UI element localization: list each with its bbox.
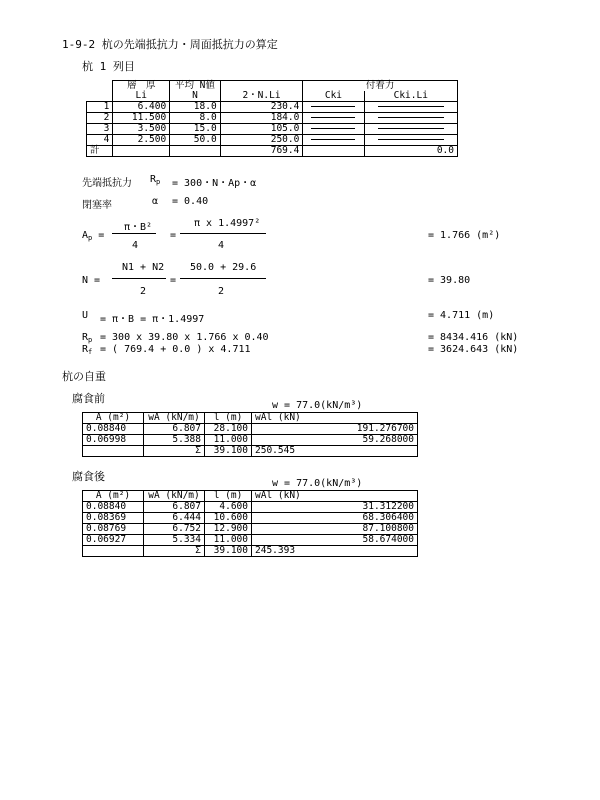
before-label: 腐食前: [72, 392, 105, 405]
u-symbol: U: [82, 310, 89, 321]
sum-row: Σ 39.100 245.393: [83, 546, 418, 557]
alpha-symbol: α: [152, 196, 159, 207]
table-row: 4 2.500 50.0 250.0: [87, 135, 458, 146]
frac-line: [112, 233, 156, 234]
ap-den1: 4: [132, 240, 139, 251]
ap-result: = 1.766 (m²): [428, 230, 501, 241]
rp-eq: = 300 x 39.80 x 1.766 x 0.40: [100, 332, 269, 343]
sub-n: N: [170, 91, 220, 102]
frac-line: [180, 278, 266, 279]
rp-symbol: $R_p$: [150, 174, 161, 186]
col-n: 平均 N値: [170, 81, 220, 92]
rf-line-symbol: $R_f$: [82, 344, 93, 356]
u-result: = 4.711 (m): [428, 310, 495, 321]
sub-heading: 杭 1 列目: [82, 60, 135, 73]
after-table: A (m²) wA (kN/m) l (m) wAl (kN) 0.08840 6.807 4.600 31.312200 0.08369 6.444 10.600 68.306400 0.08769 6.752 12.900 87.100800 0.06927 5.334 11.000 58.674000 Σ 39.100 245.393: [82, 490, 418, 557]
closure-eq: = 0.40: [172, 196, 209, 207]
rf-result: = 3624.643 (kN): [428, 344, 519, 355]
sum-row: Σ 39.100 250.545: [83, 446, 418, 457]
ap-den2: 4: [218, 240, 225, 251]
n-den2: 2: [218, 286, 225, 297]
n-den1: 2: [140, 286, 147, 297]
sub-li: Li: [113, 91, 170, 102]
before-table: A (m²) wA (kN/m) l (m) wAl (kN) 0.08840 6.807 28.100 191.276700 0.06998 5.388 11.000 59.268000 Σ 39.100 250.545: [82, 412, 418, 457]
u-eq: = π・B = π・1.4997: [100, 314, 205, 325]
rp-result: = 8434.416 (kN): [428, 332, 519, 343]
table-row: 0.06927 5.334 11.000 58.674000: [83, 535, 418, 546]
layer-table: [86, 80, 458, 157]
n-result: = 39.80: [428, 275, 471, 286]
tip-eq: = 300・N・Ap・α: [172, 178, 257, 189]
self-weight-title: 杭の自重: [62, 370, 106, 383]
table-row: 0.08840 6.807 4.600 31.312200: [83, 502, 418, 513]
ap-num1: π・B²: [124, 222, 153, 233]
table-row: 0.06998 5.388 11.000 59.268000: [83, 435, 418, 446]
table-row: 2 11.500 8.0 184.0: [87, 113, 458, 124]
total-row: 計 769.4 0.0: [87, 146, 458, 157]
n-symbol: N =: [82, 275, 101, 286]
section-heading: 1-9-2 杭の先端抵抗力・周面抵抗力の算定: [62, 38, 278, 51]
closure-label: 閉塞率: [82, 200, 112, 211]
table-row: 0.08769 6.752 12.900 87.100800: [83, 524, 418, 535]
col-thickness: 層 厚: [113, 81, 170, 92]
sub-ckili: Cki.Li: [364, 91, 457, 102]
col-adhesion: 付着力: [303, 81, 458, 92]
table-row: 3 3.500 15.0 105.0: [87, 124, 458, 135]
ap-symbol: $A_p$ =: [82, 230, 105, 242]
table-row: 1 6.400 18.0 230.4: [87, 102, 458, 113]
rf-eq: = ( 769.4 + 0.0 ) x 4.711: [100, 344, 251, 355]
after-label: 腐食後: [72, 470, 105, 483]
before-w: w = 77.0(kN/m³): [272, 400, 363, 411]
n-num1: N1 + N2: [122, 262, 165, 273]
n-num2: 50.0 + 29.6: [190, 262, 257, 273]
table-row: 0.08840 6.807 28.100 191.276700: [83, 424, 418, 435]
frac-line: [112, 278, 166, 279]
table-row: 0.08369 6.444 10.600 68.306400: [83, 513, 418, 524]
rp-line-symbol: $R_p$: [82, 332, 93, 344]
eq-sign: =: [170, 230, 177, 241]
sub-2nli: 2・N.Li: [220, 91, 303, 102]
frac-line: [180, 233, 266, 234]
tip-label: 先端抵抗力: [82, 178, 132, 189]
after-w: w = 77.0(kN/m³): [272, 478, 363, 489]
ap-num2: π x 1.4997²: [194, 218, 261, 229]
eq-sign: =: [170, 275, 177, 286]
sub-cki: Cki: [303, 91, 364, 102]
